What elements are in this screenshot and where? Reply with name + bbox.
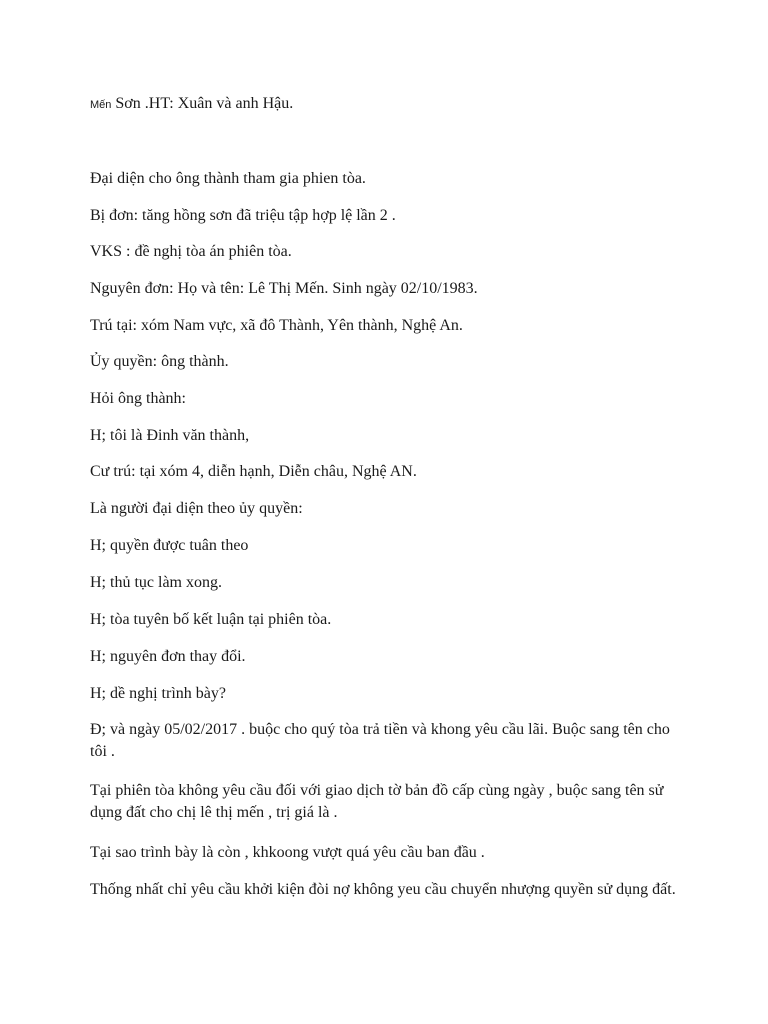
paragraph-3: VKS : đề nghị tòa án phiên tòa. — [90, 243, 292, 260]
paragraph-10: Là người đại diện theo ủy quyền: — [90, 500, 303, 517]
paragraph-11: H; quyền được tuân theo — [90, 537, 249, 554]
paragraph-14: H; nguyên đơn thay đổi. — [90, 648, 246, 665]
paragraph-16: Đ; và ngày 05/02/2017 . buộc cho quý tòa trả tiền và khong yêu cầu lãi. Buộc sang tên cho tôi . — [90, 721, 670, 760]
header-line — [90, 93, 680, 116]
paragraph-4: Nguyên đơn: Họ và tên: Lê Thị Mến. Sinh ngày 02/10/1983. — [90, 280, 478, 297]
header-prefix: Mến — [90, 99, 112, 111]
paragraph-18: Tại sao trình bày là còn , khkoong vượt quá yêu cầu ban đầu . — [90, 844, 485, 861]
paragraph-17: Tại phiên tòa không yêu cầu đối với giao dịch tờ bản đồ cấp cùng ngày , buộc sang tên sử dụng đất cho chị lê thị mến , trị giá là . — [90, 782, 664, 821]
paragraph-9: Cư trú: tại xóm 4, diễn hạnh, Diễn châu, Nghệ AN. — [90, 463, 417, 480]
paragraph-12: H; thủ tục làm xong. — [90, 574, 222, 591]
paragraph-6: Ủy quyền: ông thành. — [90, 353, 229, 370]
paragraph-19: Thống nhất chỉ yêu cầu khởi kiện đòi nợ không yeu cầu chuyển nhượng quyền sử dụng đất. — [90, 881, 676, 898]
header-text: Sơn .HT: Xuân và anh Hậu. — [111, 95, 294, 112]
paragraph-7: Hỏi ông thành: — [90, 390, 186, 407]
paragraph-5: Trú tại: xóm Nam vực, xã đô Thành, Yên thành, Nghệ An. — [90, 317, 463, 334]
paragraph-1: Đại diện cho ông thành tham gia phien tòa. — [90, 170, 366, 187]
paragraph-15: H; dề nghị trình bày? — [90, 685, 226, 702]
paragraph-2: Bị đơn: tăng hồng sơn đã triệu tập hợp lệ lần 2 . — [90, 207, 396, 224]
paragraph-13: H; tòa tuyên bố kết luận tại phiên tòa. — [90, 611, 332, 628]
paragraph-8: H; tôi là Đinh văn thành, — [90, 427, 250, 444]
